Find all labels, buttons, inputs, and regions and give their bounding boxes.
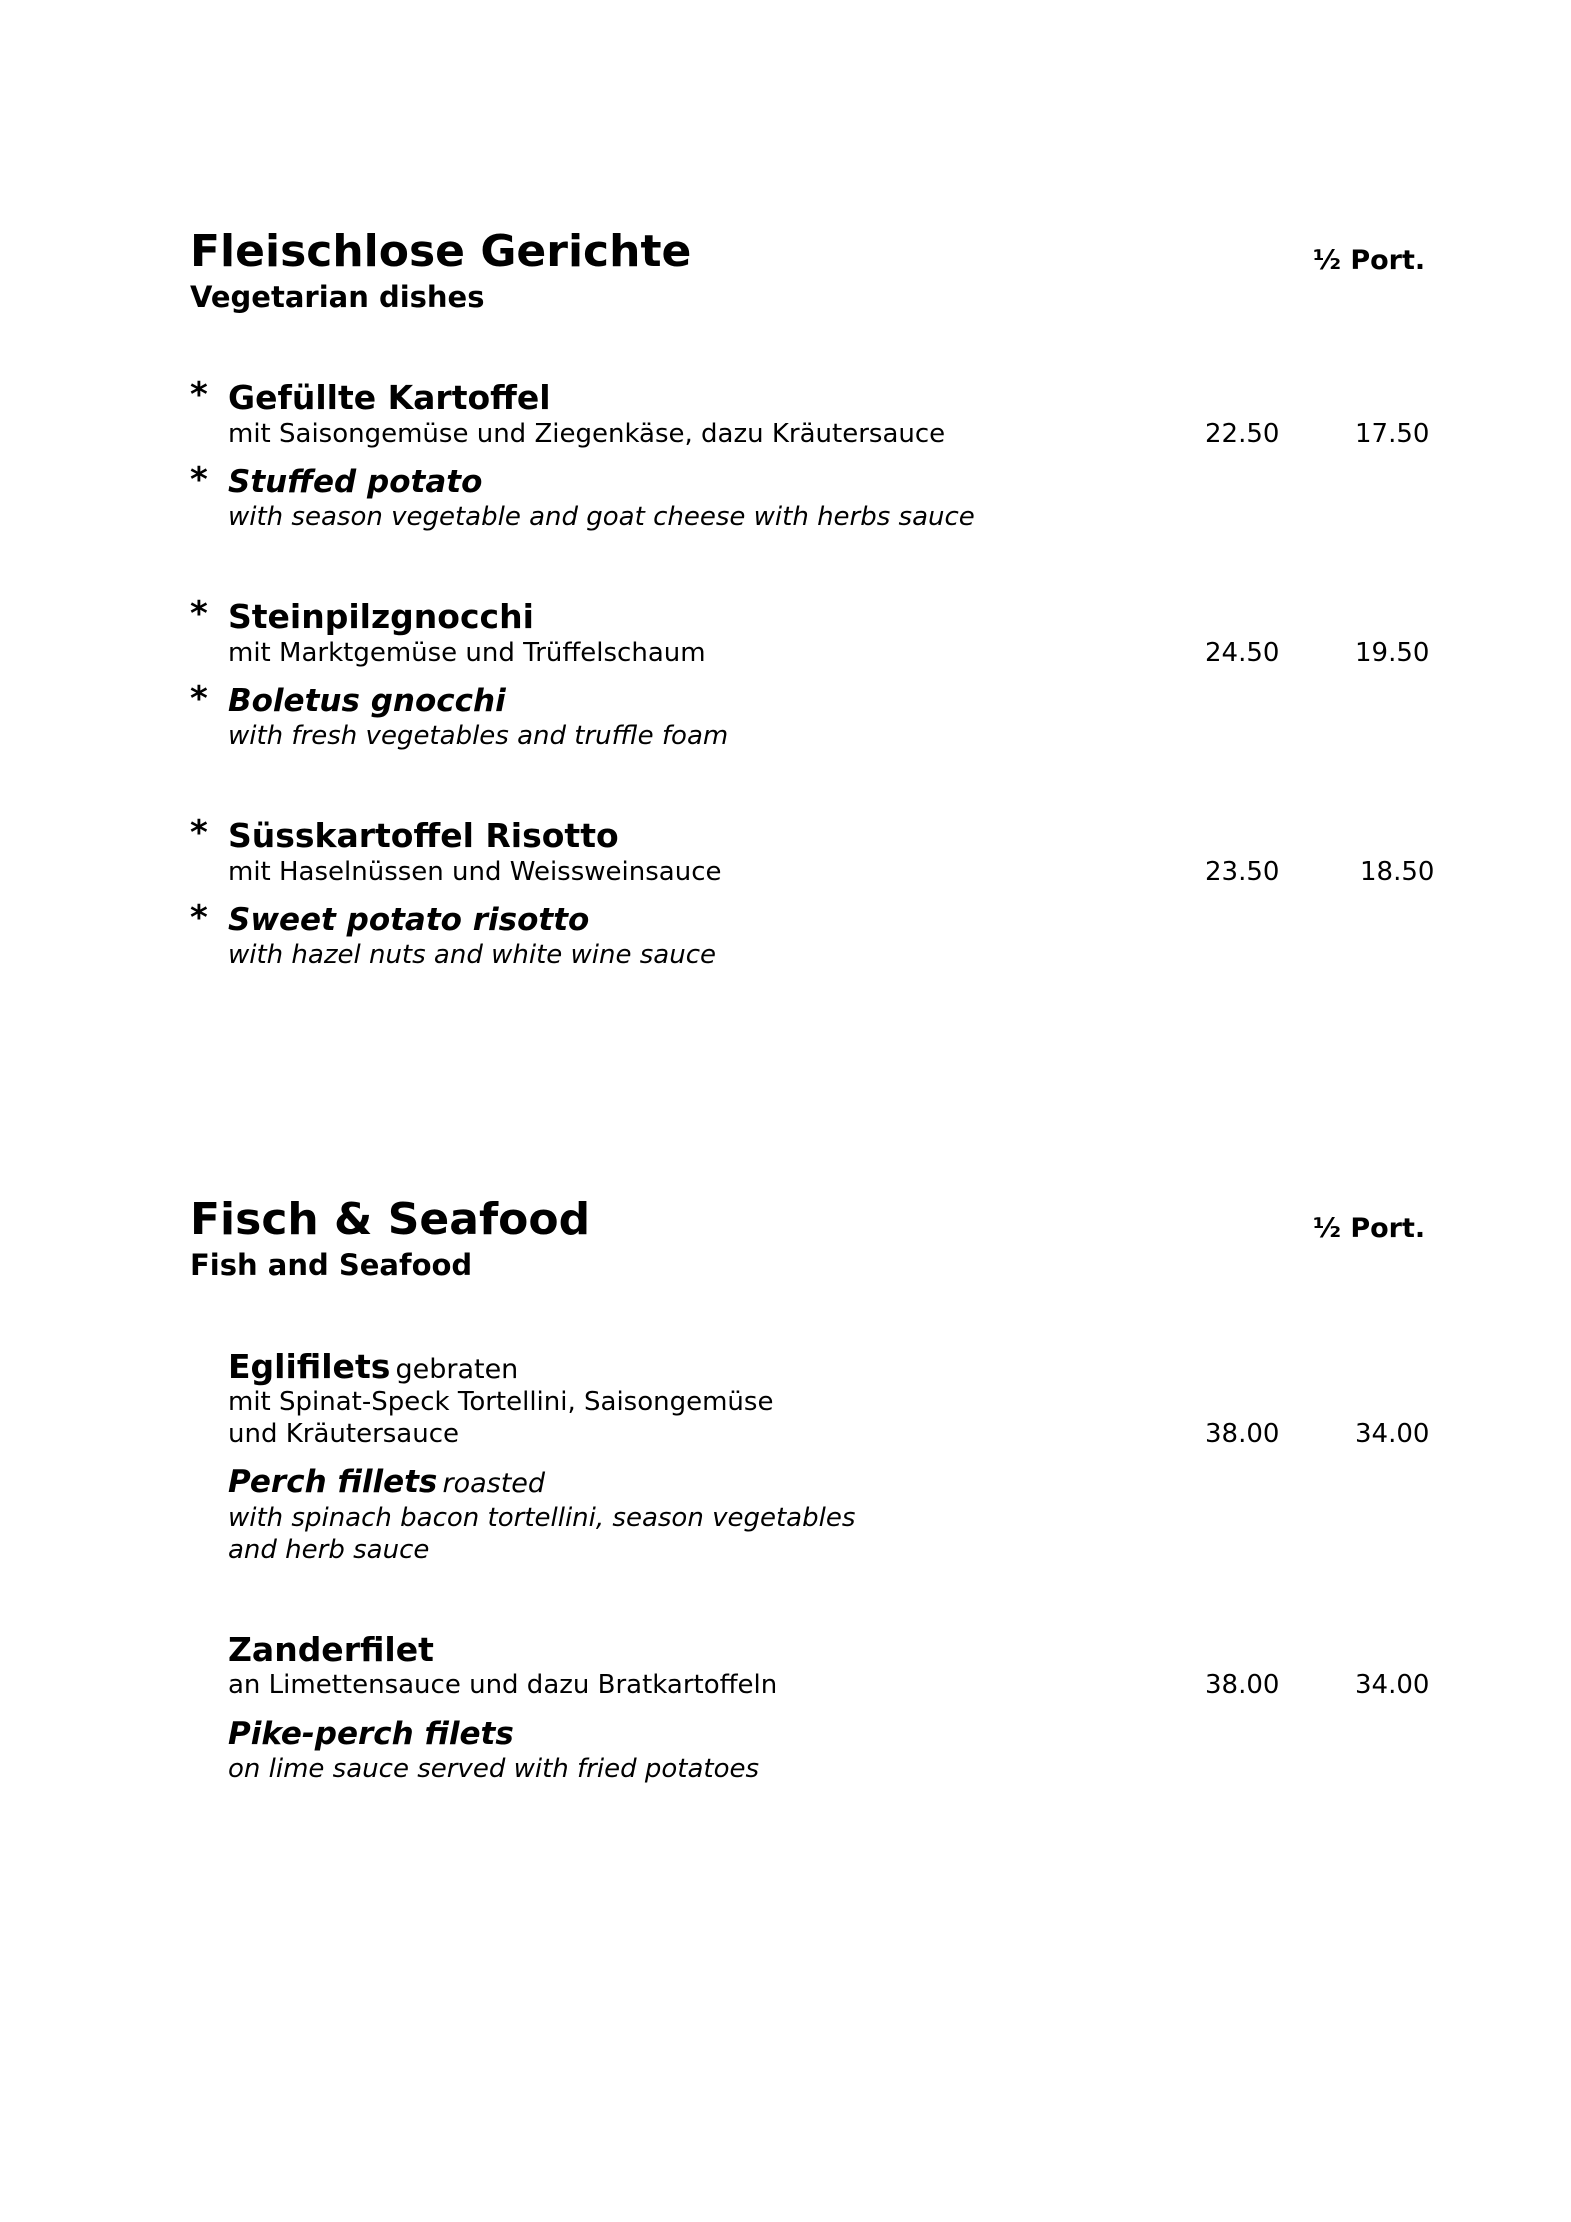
- price-full: 23.50: [1205, 857, 1280, 887]
- dish-name-en: Perch fillets: [228, 1464, 438, 1500]
- vegetarian-marker: *: [190, 813, 208, 853]
- price-full: 38.00: [1205, 1419, 1280, 1449]
- dish-name-en: Boletus gnocchi: [228, 683, 506, 719]
- dish-name-de: Zanderfilet: [228, 1630, 434, 1669]
- dish-name-en-line: [228, 1464, 545, 1500]
- dish-description-de: mit Saisongemüse und Ziegenkäse, dazu Kräutersauce: [228, 419, 946, 449]
- price-full: 38.00: [1205, 1670, 1280, 1700]
- dish-name-de: Steinpilzgnocchi: [228, 597, 534, 636]
- dish-name-de-line: [228, 1347, 518, 1386]
- price-half: 17.50: [1355, 419, 1430, 449]
- price-full: 22.50: [1205, 419, 1280, 449]
- vegetarian-marker: *: [190, 460, 208, 500]
- price-full: 24.50: [1205, 638, 1280, 668]
- dish-name-de: Gefüllte Kartoffel: [228, 378, 551, 417]
- dish-name-en-suffix: roasted: [442, 1468, 546, 1499]
- price-half: 19.50: [1355, 638, 1430, 668]
- section-title: Fisch & Seafood: [190, 1194, 591, 1245]
- price-half: 34.00: [1355, 1419, 1430, 1449]
- dish-description-de: mit Spinat-Speck Tortellini, Saisongemüse: [228, 1387, 774, 1417]
- dish-name-de: Eglifilets: [228, 1347, 391, 1386]
- half-portion-header: ½ Port.: [1313, 245, 1426, 276]
- dish-description-de: und Kräutersauce: [228, 1419, 460, 1449]
- dish-name-en: Sweet potato risotto: [228, 902, 590, 938]
- dish-description-de: mit Haselnüssen und Weissweinsauce: [228, 857, 722, 887]
- price-half: 18.50: [1360, 857, 1435, 887]
- section-subtitle: Fish and Seafood: [190, 1248, 473, 1282]
- dish-description-en: with season vegetable and goat cheese with herbs sauce: [228, 502, 975, 532]
- dish-description-en: with fresh vegetables and truffle foam: [228, 721, 729, 751]
- dish-description-de: an Limettensauce und dazu Bratkartoffeln: [228, 1670, 778, 1700]
- vegetarian-marker: *: [190, 898, 208, 938]
- section-subtitle: Vegetarian dishes: [190, 280, 485, 314]
- dish-name-de-suffix: gebraten: [395, 1354, 519, 1385]
- price-half: 34.00: [1355, 1670, 1430, 1700]
- dish-description-en: with spinach bacon tortellini, season vegetables: [228, 1503, 856, 1533]
- dish-description-en: and herb sauce: [228, 1535, 430, 1565]
- dish-description-en: on lime sauce served with fried potatoes: [228, 1754, 760, 1784]
- dish-name-en: Pike-perch filets: [228, 1716, 514, 1752]
- half-portion-header: ½ Port.: [1313, 1213, 1426, 1244]
- vegetarian-marker: *: [190, 594, 208, 634]
- section-title: Fleischlose Gerichte: [190, 226, 692, 277]
- vegetarian-marker: *: [190, 375, 208, 415]
- dish-name-de: Süsskartoffel Risotto: [228, 816, 619, 855]
- dish-name-en: Stuffed potato: [228, 464, 483, 500]
- dish-description-en: with hazel nuts and white wine sauce: [228, 940, 717, 970]
- dish-description-de: mit Marktgemüse und Trüffelschaum: [228, 638, 706, 668]
- vegetarian-marker: *: [190, 679, 208, 719]
